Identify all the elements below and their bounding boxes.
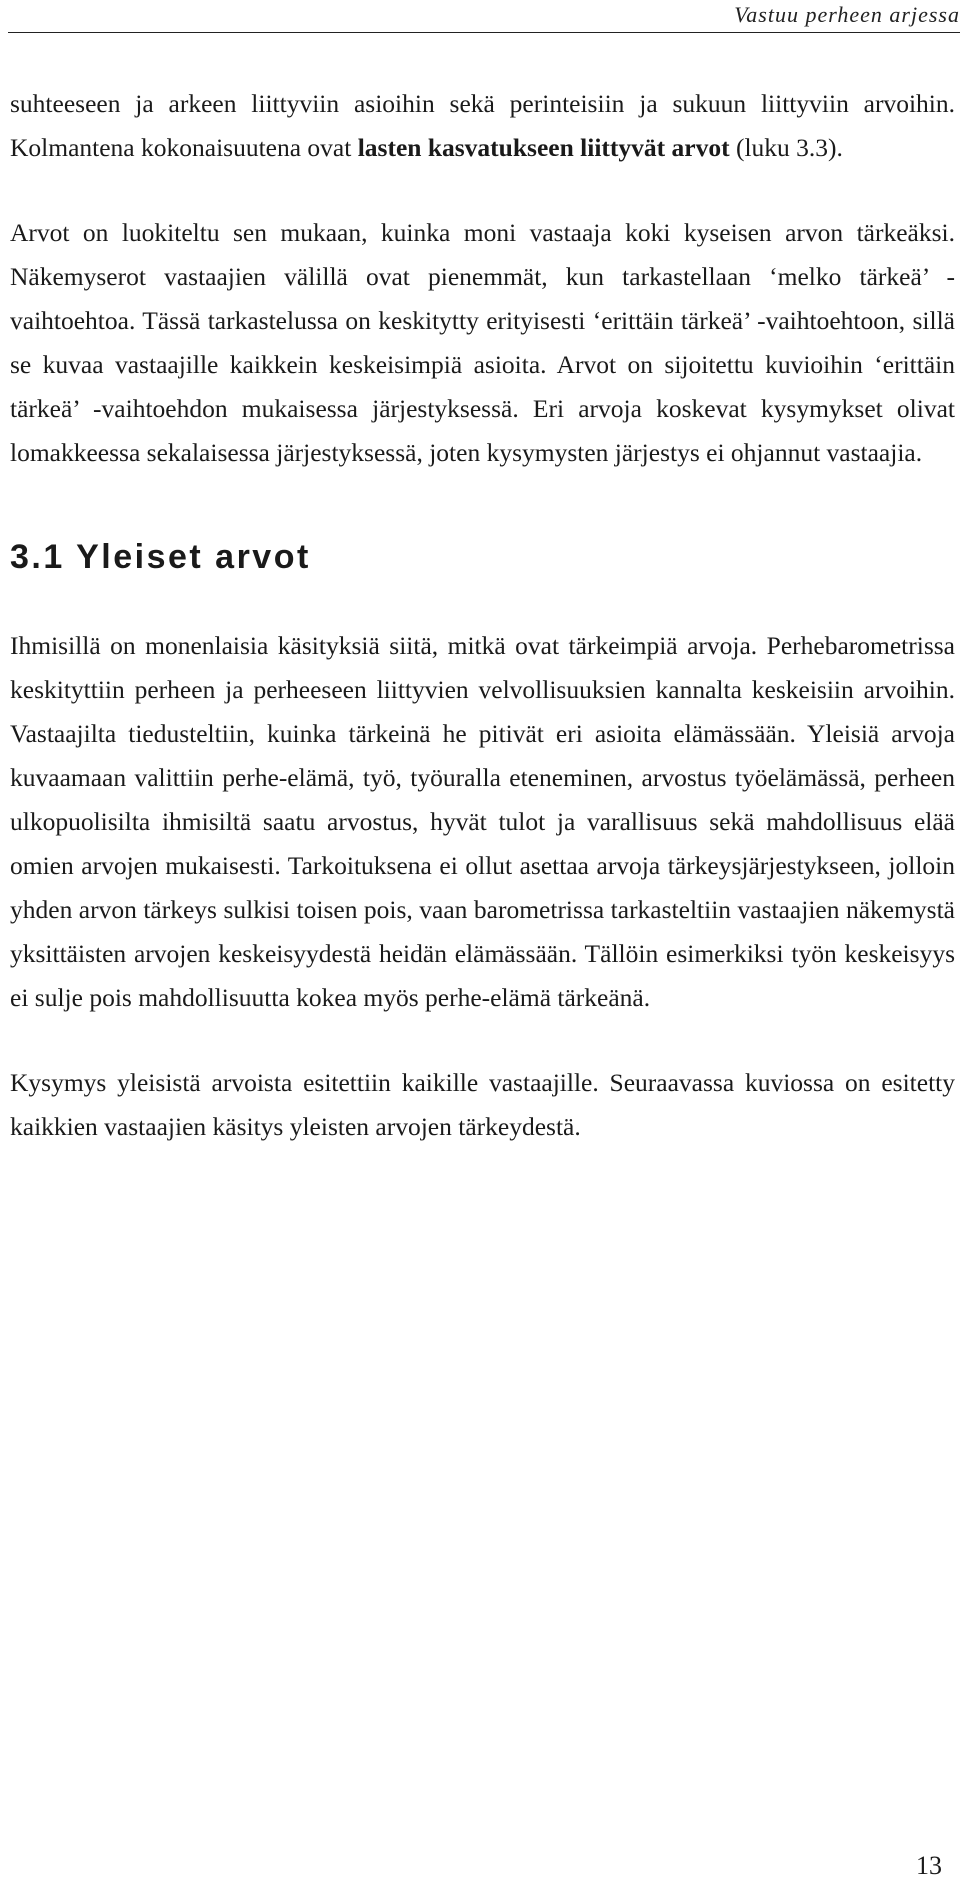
section-heading: 3.1 Yleiset arvot: [10, 538, 311, 576]
paragraph-1-text-before: suhteeseen ja arkeen liittyviin asioihin sekä perinteisiin ja sukuun liittyviin arvoihin. Kolmantena kokonaisuutena ovat: [10, 89, 955, 162]
page-body: [10, 82, 955, 1149]
header-rule: [8, 32, 960, 33]
paragraph-1-bold-text: lasten kasvatukseen liittyvät arvot: [357, 133, 730, 162]
paragraph-3: Ihmisillä on monenlaisia käsityksiä siitä, mitkä ovat tärkeimpiä arvoja. Perhebarometrissa keskityttiin perheen ja perheeseen liittyvien velvollisuuksien kannalta keskeisiin arvoihin. Vastaajilta tiedusteltiin, kuinka tärkeinä he pitivät eri asioita elämässään. Yleisiä arvoja kuvaamaan valittiin perhe-elämä, työ, työuralla eteneminen, arvostus työelämässä, perheen ulkopuolisilta ihmisiltä saatu arvostus, hyvät tulot ja varallisuus sekä mahdollisuus elää omien arvojen mukaisesti. Tarkoituksena ei ollut asettaa arvoja tärkeysjärjestykseen, jolloin yhden arvon tärkeys sulkisi toisen pois, vaan barometrissa tarkasteltiin vastaajien näkemystä yksittäisten arvojen keskeisyydestä heidän elämässään. Tällöin esimerkiksi työn keskeisyys ei sulje pois mahdollisuutta kokea myös perhe-elämä tärkeänä.: [10, 631, 955, 1012]
paragraph-1-text-after: (luku 3.3).: [729, 133, 843, 162]
paragraph-1: [10, 82, 955, 170]
paragraph-2: Arvot on luokiteltu sen mukaan, kuinka moni vastaaja koki kyseisen arvon tärkeäksi. Näkemyserot vastaajien välillä ovat pienemmät, kun tarkastellaan ‘melko tärkeä’ -vaihtoehtoa. Tässä tarkastelussa on keskitytty erityisesti ‘erittäin tärkeä’ -vaihtoehtoon, sillä se kuvaa vastaajille kaikkein keskeisimpiä asioita. Arvot on sijoitettu kuvioihin ‘erittäin tärkeä’ -vaihtoehdon mukaisessa järjestyksessä. Eri arvoja koskevat kysymykset olivat lomakkeessa sekalaisessa järjestyksessä, joten kysymysten järjestys ei ohjannut vastaajia.: [10, 218, 955, 467]
running-header: Vastuu perheen arjessa: [734, 2, 960, 27]
page-number: 13: [916, 1851, 942, 1880]
paragraph-4: Kysymys yleisistä arvoista esitettiin kaikille vastaajille. Seuraavassa kuviossa on esitetty kaikkien vastaajien käsitys yleisten arvojen tärkeydestä.: [10, 1068, 955, 1141]
